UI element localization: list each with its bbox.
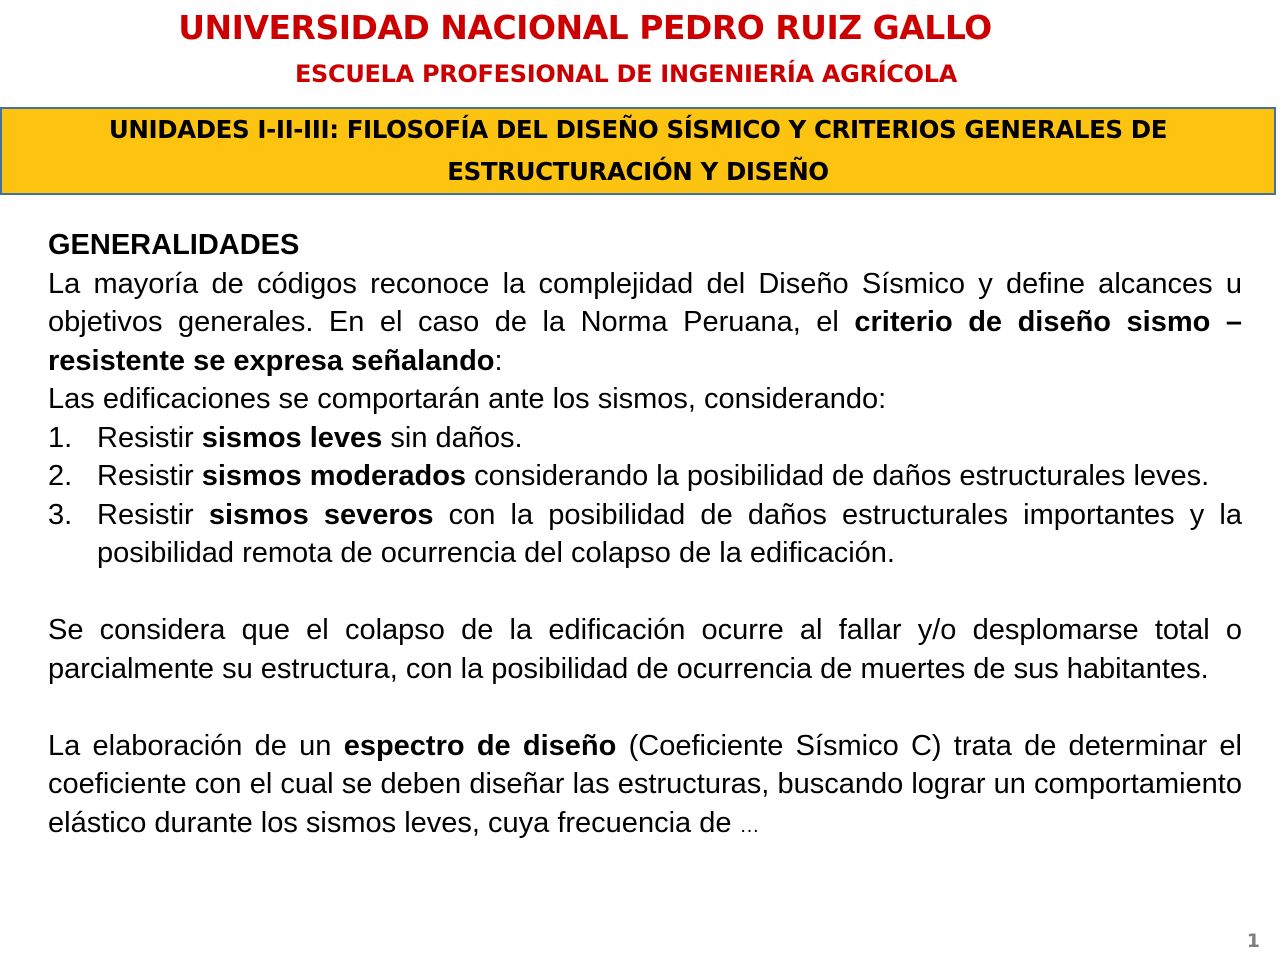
criteria-list <box>48 419 1242 573</box>
section-heading: GENERALIDADES <box>48 229 300 261</box>
list-text: sin daños. <box>382 421 523 454</box>
list-text: Resistir <box>97 421 202 454</box>
slide-body <box>48 226 1242 845</box>
spacer <box>48 573 1242 612</box>
banner-title <box>18 109 1258 193</box>
list-number: 3. <box>48 498 73 531</box>
list-text: considerando la posibilidad de daños estructurales leves. <box>466 460 1210 492</box>
intro-text: La mayoría de códigos reconoce la complejidad del Diseño Sísmico y define alcances u objetivos generales. En el caso de la Norma Peruana, el <box>48 267 1242 338</box>
paragraph-collapse: Se considera que el colapso de la edificación ocurre al fallar y/o desplomarse total o parcialmente su estructura, con la posibilidad de ocurrencia de muertes de sus habitantes. <box>48 614 1242 685</box>
list-text: Resistir <box>97 460 202 492</box>
spectrum-text: La elaboración de un <box>48 729 344 762</box>
university-title: UNIVERSIDAD NACIONAL PEDRO RUIZ GALLO <box>178 8 992 47</box>
list-text: con la posibilidad de daños estructurales importantes y la posibilidad remota de ocurrencia del colapso de la edificación. <box>97 498 1242 569</box>
list-item <box>48 419 1242 458</box>
intro-end: : <box>494 344 503 377</box>
ellipsis: … <box>739 814 760 837</box>
spectrum-text-end: (Coeficiente Sísmico C) trata de determinar el coeficiente con el cual se deben diseñar las estructuras, buscando lograr un comportamiento elástico durante los sismos leves, cuya frecuencia de <box>48 729 1242 839</box>
list-number: 2. <box>48 460 73 492</box>
unit-banner <box>0 107 1276 195</box>
list-number: 1. <box>48 421 73 454</box>
school-title: ESCUELA PROFESIONAL DE INGENIERÍA AGRÍCOLA <box>294 60 958 88</box>
paragraph-intro <box>48 265 1242 381</box>
page-number: 1 <box>1246 930 1260 952</box>
paragraph-behavior: Las edificaciones se comportarán ante los sismos, considerando: <box>48 383 887 415</box>
banner-line-2: ESTRUCTURACIÓN Y DISEÑO <box>447 157 829 186</box>
intro-bold: criterio de diseño sismo – resistente se expresa señalando <box>48 306 1242 377</box>
spacer <box>48 688 1242 727</box>
list-item <box>48 496 1242 573</box>
banner-line-1: UNIDADES I-II-III: FILOSOFÍA DEL DISEÑO SÍSMICO Y CRITERIOS GENERALES DE <box>108 115 1168 144</box>
list-text: Resistir <box>97 498 209 531</box>
spectrum-bold: espectro de diseño <box>343 729 617 762</box>
list-bold: sismos severos <box>208 498 434 531</box>
paragraph-spectrum <box>48 727 1242 846</box>
list-item <box>48 457 1242 496</box>
list-bold: sismos moderados <box>201 460 467 492</box>
list-bold: sismos leves <box>201 421 383 454</box>
